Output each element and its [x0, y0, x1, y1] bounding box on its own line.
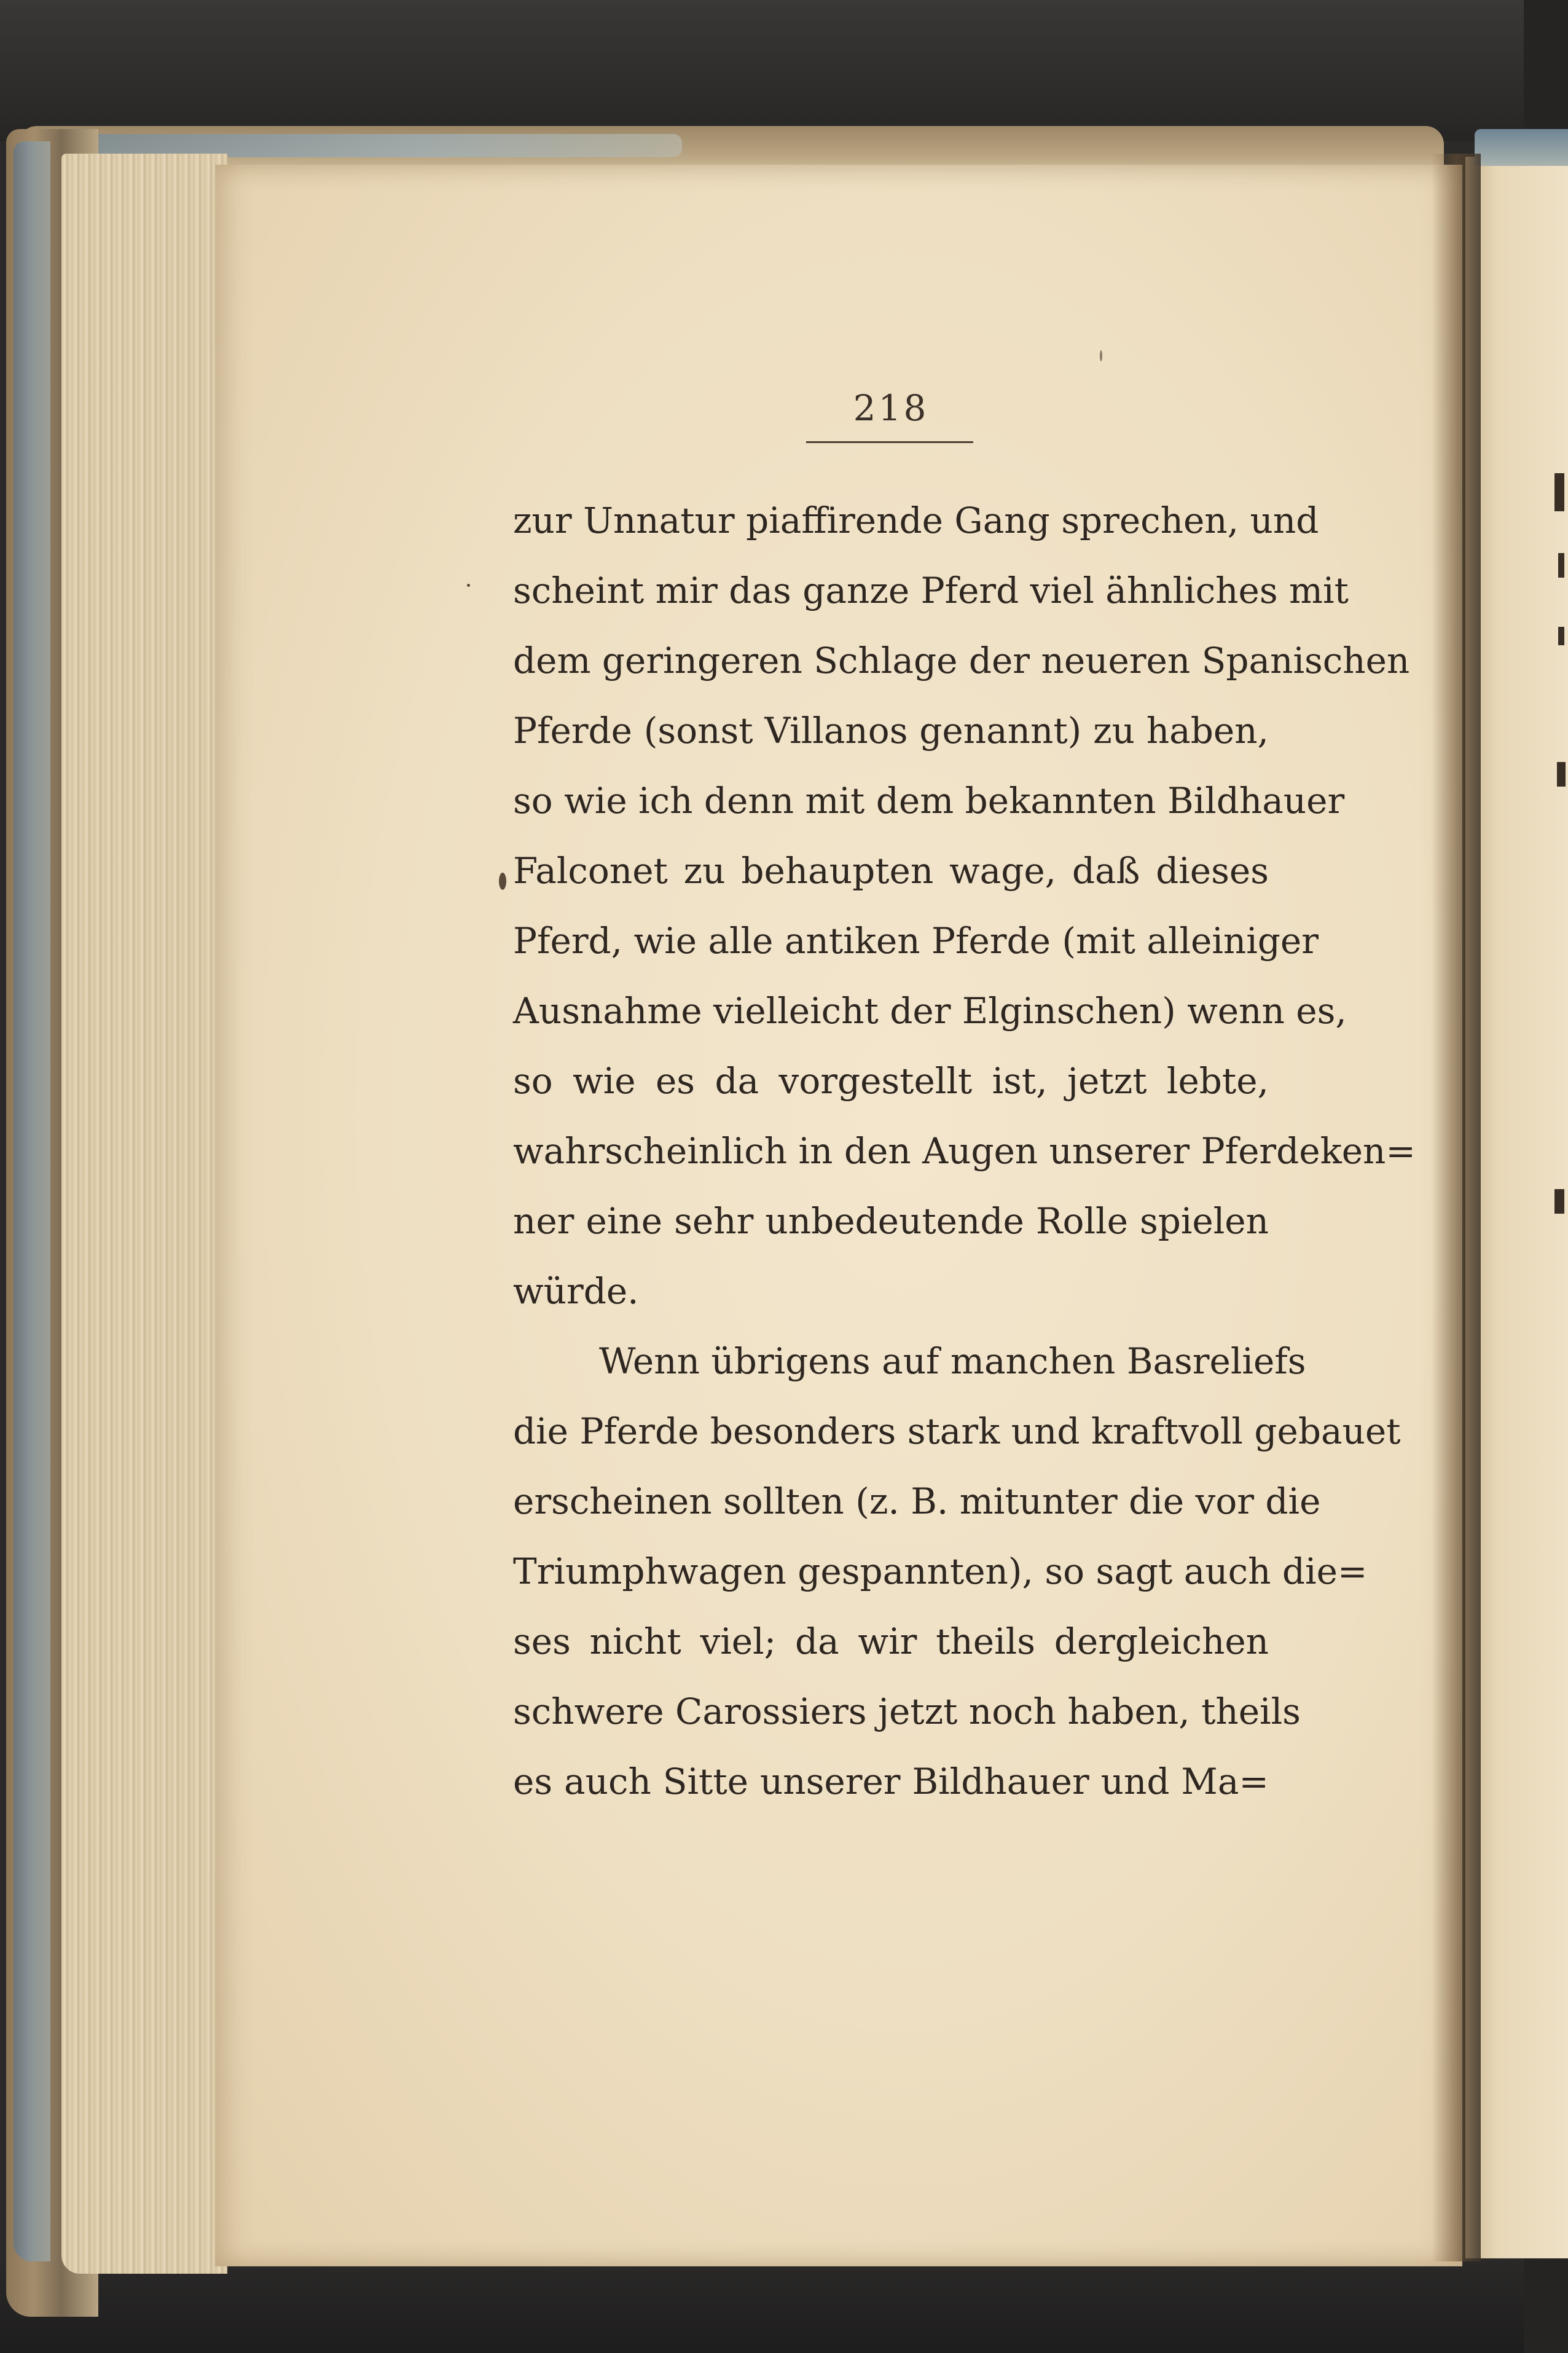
paper-speck	[499, 873, 506, 890]
text-line: würde.	[513, 1270, 639, 1312]
facing-page-glyph-mark	[1558, 553, 1564, 578]
book-cover-board-left	[14, 141, 50, 2261]
facing-page-glyph-mark	[1558, 627, 1564, 645]
page-stack-edge	[61, 154, 227, 2274]
text-line: zur Unnatur piaffirende Gang sprechen, und	[513, 500, 1319, 541]
text-line: Triumphwagen gespannten), so sagt auch die=	[513, 1550, 1368, 1592]
text-line: die Pferde besonders stark und kraftvoll gebauet	[513, 1410, 1401, 1452]
text-line: Pferd, wie alle antiken Pferde (mit alleiniger	[513, 920, 1319, 962]
text-line: dem geringeren Schlage der neueren Spanischen	[513, 640, 1410, 682]
text-line: ner eine sehr unbedeutende Rolle spielen	[513, 1200, 1269, 1242]
text-line: es auch Sitte unserer Bildhauer und Ma=	[513, 1761, 1269, 1802]
text-line: ses nicht viel; da wir theils dergleichen	[513, 1620, 1269, 1662]
facing-page-glyph-mark	[1557, 762, 1566, 787]
facing-page-glyph-mark	[1554, 1189, 1564, 1214]
paper-speck	[1100, 350, 1102, 361]
body-text	[513, 485, 1416, 1817]
facing-cover-edge	[1475, 129, 1568, 166]
page-gutter-shadow	[1432, 154, 1481, 2261]
background-bottom	[0, 2261, 1568, 2353]
text-line: Pferde (sonst Villanos genannt) zu haben,	[513, 710, 1269, 752]
text-line: so wie ich denn mit dem bekannten Bildhauer	[513, 780, 1345, 822]
paper-speck	[467, 584, 470, 587]
background-top	[0, 0, 1568, 141]
facing-page-glyph-mark	[1554, 473, 1564, 511]
text-line: scheint mir das ganze Pferd viel ähnliches mit	[513, 570, 1349, 611]
text-line: Wenn übrigens auf manchen Basreliefs	[599, 1340, 1306, 1382]
facing-page-edge	[1465, 157, 1568, 2258]
text-line: Ausnahme vielleicht der Elginschen) wenn es,	[513, 990, 1347, 1032]
page-number: 218	[853, 387, 929, 429]
text-line: erscheinen sollten (z. B. mitunter die vor die	[513, 1480, 1321, 1522]
text-line: Falconet zu behaupten wage, daß dieses	[513, 850, 1269, 892]
text-line: schwere Carossiers jetzt noch haben, theils	[513, 1691, 1301, 1732]
page-number-rule	[806, 441, 973, 443]
text-line: wahrscheinlich in den Augen unserer Pferdeken=	[513, 1130, 1416, 1172]
text-line: so wie es da vorgestellt ist, jetzt lebte,	[513, 1060, 1269, 1102]
